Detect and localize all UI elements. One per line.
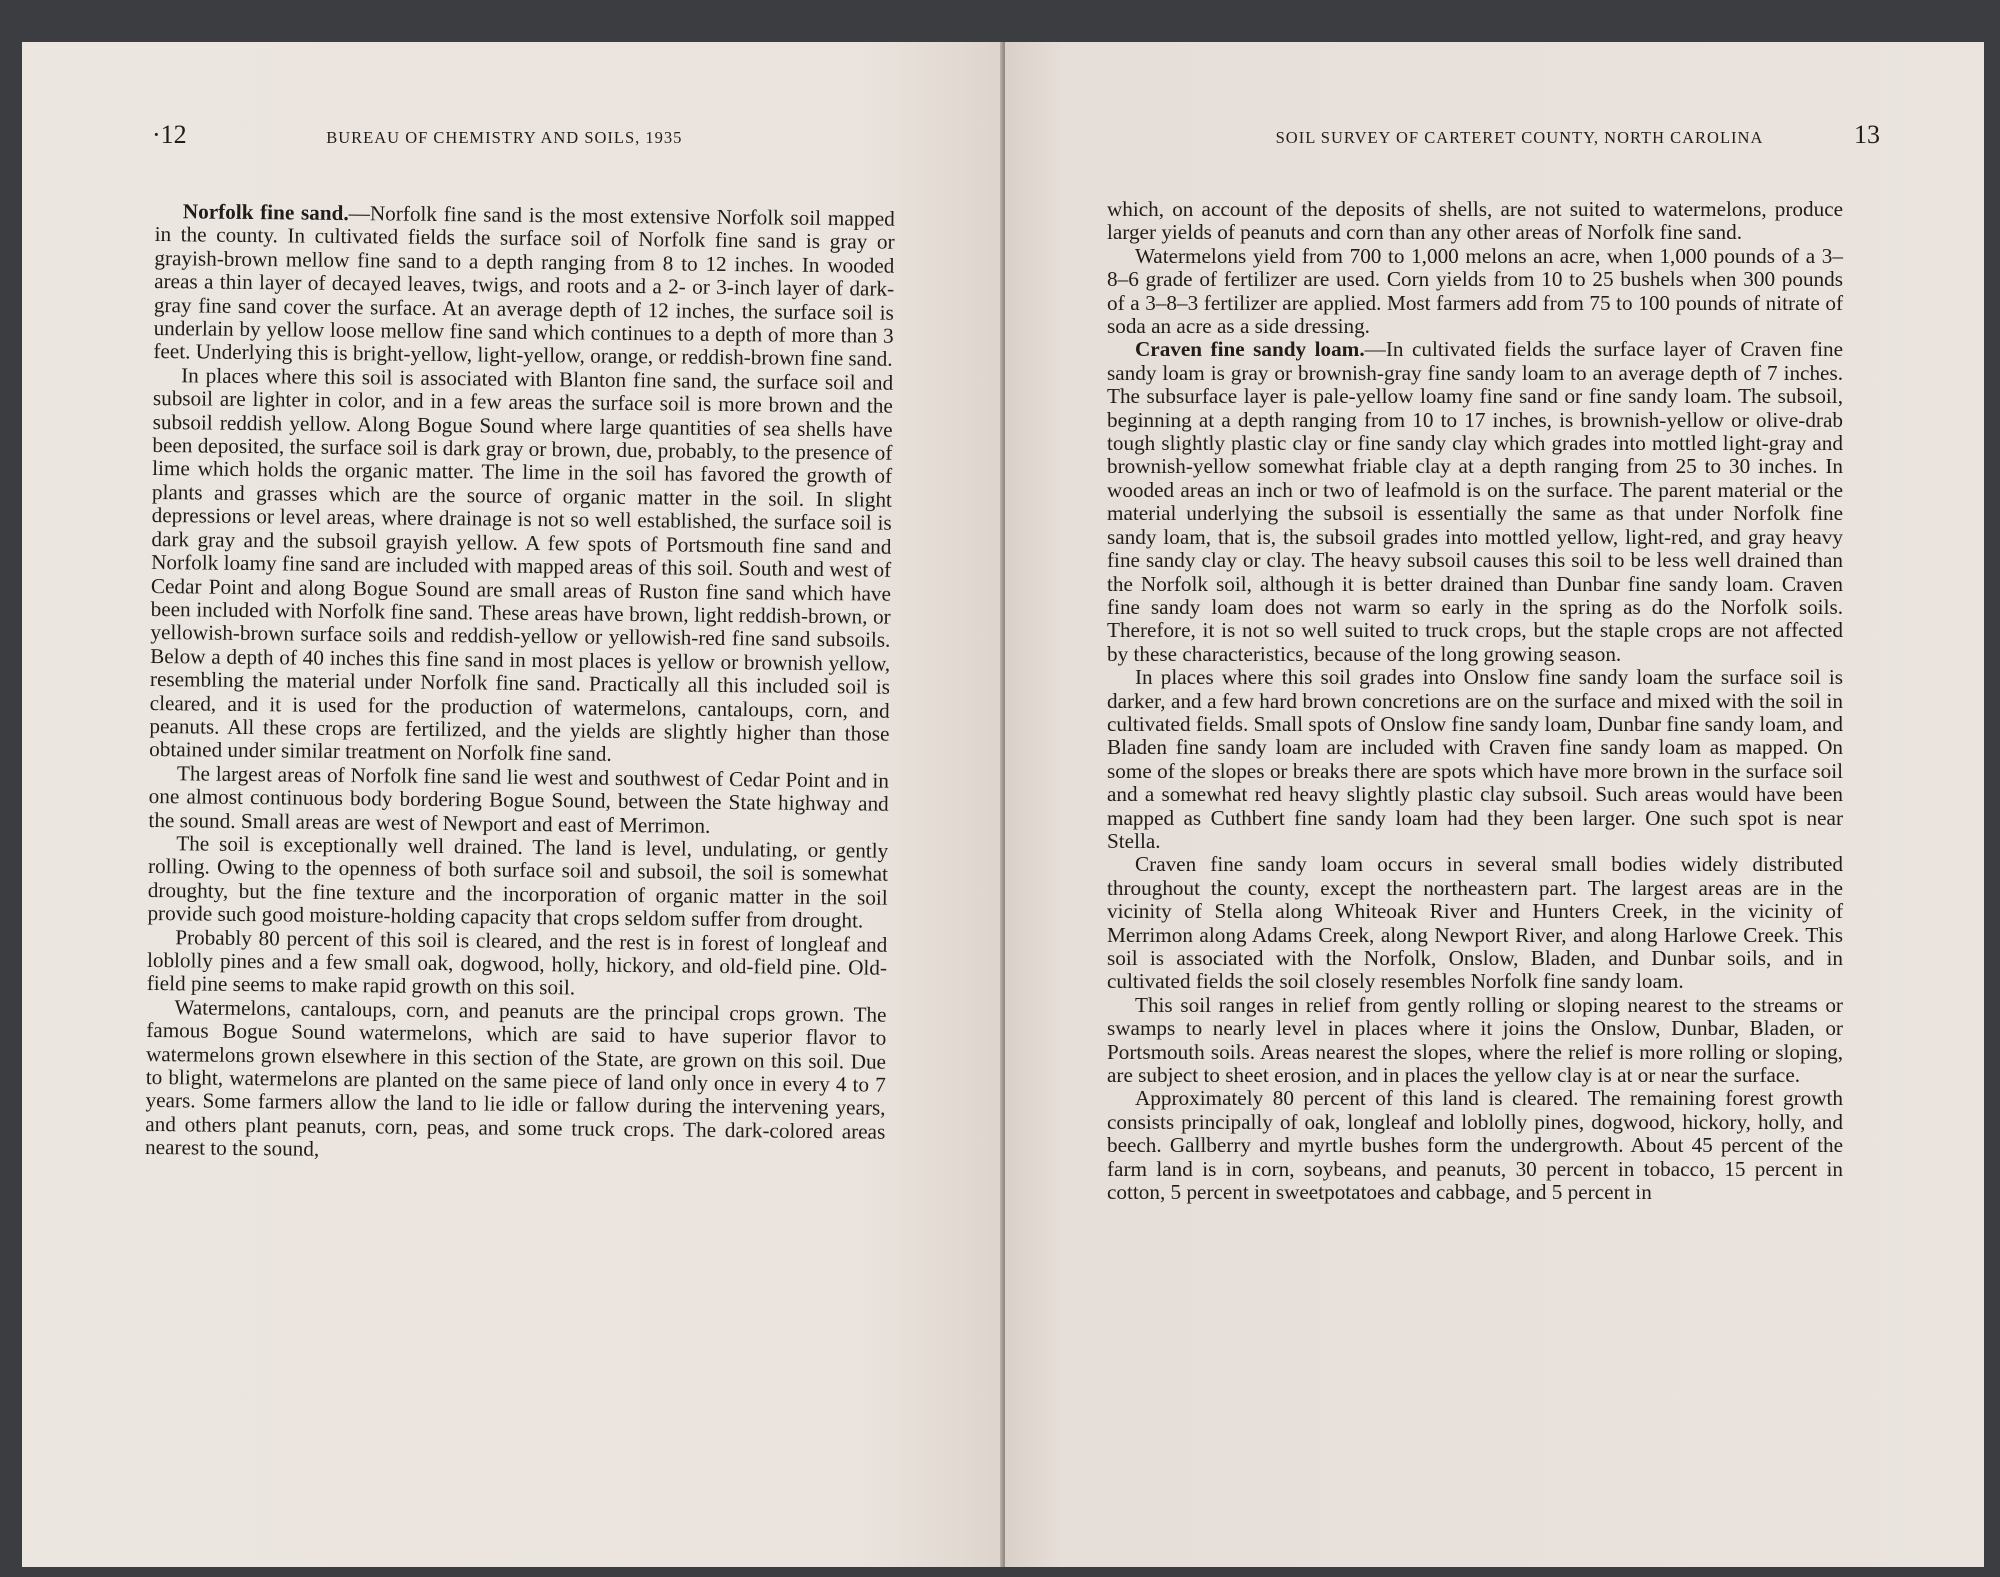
paragraph-text: which, on account of the deposits of shells, are not suited to watermelons, produce larger yields of peanuts and corn than any other areas of Norfolk fine sand. — [1107, 197, 1843, 245]
left-running-title: BUREAU OF CHEMISTRY AND SOILS, 1935 — [326, 128, 683, 147]
paragraph-heading: Norfolk fine sand. — [182, 199, 349, 226]
paragraph-text: Watermelons, cantaloups, corn, and peanuts are the principal crops grown. The famous Bogue Sound watermelons, which are said to have superior flavor to watermelons grown elsewhere in this section of the State, are grown on this soil. Due to blight, watermelons are planted on the same piece of land only once in every 4 to 7 years. Some farmers allow the land to lie idle or fallow during the intervening years, and others plant peanuts, corn, peas, and some truck crops. The dark-colored areas nearest to the sound, — [144, 995, 887, 1162]
paragraph-text: —In cultivated fields the surface layer of Craven fine sandy loam is gray or brownish-gray fine sandy loam to an average depth of 7 inches. The subsurface layer is pale-yellow loamy fine sand or fine sandy loam. The subsoil, beginning at a depth ranging from 10 to 17 inches, is brownish-yellow or olive-drab tough slightly plastic clay or fine sandy clay which grades into mottled light-gray and brownish-yellow somewhat friable clay at a depth ranging from 25 to 30 inches. In wooded areas an inch or two of leafmold is on the surface. The parent material or the material underlying the subsoil is essentially the same as that under Norfolk fine sandy loam, that is, the subsoil grades into mottled yellow, light-red, and gray heavy fine sandy clay or clay. The heavy subsoil causes this soil to be less well drained than the Norfolk soil, although it is better drained than Dunbar fine sandy loam. Craven fine sandy loam does not warm so early in the spring as do the Norfolk soils. Therefore, it is not so well suited to truck crops, but the staple crops are not affected by these characteristics, because of the long growing season. — [1107, 337, 1843, 666]
paragraph — [1107, 994, 1843, 1088]
right-page — [1005, 42, 1984, 1567]
paragraph-text: Craven fine sandy loam occurs in several small bodies widely distributed throughout the county, except the northeastern part. The largest areas are in the vicinity of Stella along Whiteoak River and Hunters Creek, in the vicinity of Merrimon along Adams Creek, along Newport River, and along Harlowe Creek. This soil is associated with the Norfolk, Onslow, Bladen, and Dunbar soils, and in cultivated fields the soil closely resembles Norfolk fine sandy loam. — [1107, 852, 1843, 994]
left-running-head — [152, 120, 892, 150]
book-spread — [22, 42, 1984, 1567]
paragraph — [149, 364, 893, 770]
paragraph-text: Watermelons yield from 700 to 1,000 melons an acre, when 1,000 pounds of a 3–8–6 grade of fertilizer are used. Corn yields from 10 to 25 bushels when 300 pounds of a 3–8–3 fertilizer are applied. Most farmers add from 75 to 100 pounds of nitrate of soda an acre as a side dressing. — [1107, 243, 1843, 339]
paragraph-text: The soil is exceptionally well drained. The land is level, undulating, or gently rolling. Owing to the openness of both surface soil and subsoil, the soil is somewhat droughty, but the fine texture and the incorporation of organic matter in the soil provide such good moisture-holding capacity that crops seldom suffer from drought. — [147, 831, 889, 933]
paragraph-text: The largest areas of Norfolk fine sand lie west and southwest of Cedar Point and in one almost continuous body bordering Bogue Sound, between the State highway and the sound. Small areas are west of Newport and east of Merrimon. — [148, 761, 890, 838]
paragraph — [148, 762, 889, 840]
paragraph — [1107, 1087, 1843, 1204]
left-page — [22, 42, 1003, 1567]
paragraph-text: In places where this soil is associated with Blanton fine sand, the surface soil and subsoil are lighter in color, and in a few areas the surface soil is more brown and the subsoil reddish yellow. Along Bogue Sound where large quantities of sea shells have been deposited, the surface soil is dark gray or brown, due, probably, to the presence of lime which holds the organic matter. The lime in the soil has favored the growth of plants and grasses which are the source of organic matter in the soil. In slight depressions or level areas, where drainage is not so well established, the surface soil is dark gray and the subsoil grayish yellow. A few spots of Portsmouth fine sand and Norfolk loamy fine sand are included with mapped areas of this soil. South and west of Cedar Point and along Bogue Sound are small areas of Ruston fine sand which have been included with Norfolk fine sand. These areas have brown, light reddish-brown, or yellowish-brown surface soils and reddish-yellow or yellowish-red fine sand subsoils. Below a depth of 40 inches this fine sand in most places is yellow or brownish yellow, resembling the material under Norfolk fine sand. Practically all this included soil is cleared, and it is used for the production of watermelons, cantaloups, corn, and peanuts. All these crops are fertilized, and the yields are slightly higher than those obtained under similar treatment on Norfolk fine sand. — [149, 363, 894, 767]
paragraph — [1107, 853, 1843, 993]
paragraph-text: This soil ranges in relief from gently rolling or sloping nearest to the streams or swamps to nearly level in places where it joins the Onslow, Dunbar, Bladen, or Portsmouth soils. Areas nearest the slopes, where the relief is more rolling or sloping, are subject to sheet erosion, and in places the yellow clay is at or near the surface. — [1107, 992, 1843, 1088]
paragraph-text: Approximately 80 percent of this land is cleared. The remaining forest growth consists principally of oak, longleaf and loblolly pines, dogwood, hickory, holly, and beech. Gallberry and myrtle bushes form the undergrowth. About 45 percent of the farm land is in corn, soybeans, and peanuts, 30 percent in tobacco, 15 percent in cotton, 5 percent in sweetpotatoes and cabbage, and 5 percent in — [1107, 1086, 1843, 1205]
paragraph — [147, 926, 888, 1004]
right-running-title: SOIL SURVEY OF CARTERET COUNTY, NORTH CAROLINA — [1275, 128, 1764, 147]
paragraph-text: —Norfolk fine sand is the most extensive Norfolk soil mapped in the county. In cultivated fields the surface soil of Norfolk fine sand is gray or grayish-brown mellow fine sand to a depth ranging from 8 to 12 inches. In wooded areas a thin layer of decayed leaves, twigs, and roots and a 2- or 3-inch layer of dark-gray fine sand cover the surface. At an average depth of 12 inches, the surface soil is underlain by yellow loose mellow fine sand which continues to a depth of more than 3 feet. Underlying this is bright-yellow, light-yellow, orange, or reddish-brown fine sand. — [153, 201, 895, 372]
paragraph-text: In places where this soil grades into Onslow fine sandy loam the surface soil is darker, and a few hard brown concretions are on the surface and mixed with the soil in cultivated fields. Small spots of Onslow fine sandy loam, Dunbar fine sandy loam, and Bladen fine sandy loam are included with Craven fine sandy loam as mapped. On some of the slopes or breaks there are spots which have more brown in the surface soil and a somewhat red heavy slightly plastic clay subsoil. Such areas would have been mapped as Cuthbert fine sandy loam had they been larger. One such spot is near Stella. — [1107, 665, 1843, 853]
right-running-head — [1145, 120, 1880, 150]
paragraph — [1107, 198, 1843, 245]
paragraph — [1107, 666, 1843, 853]
paragraph — [1107, 245, 1843, 339]
right-page-number: 13 — [1854, 120, 1880, 149]
paragraph — [1107, 338, 1843, 666]
left-text-column — [145, 200, 895, 1167]
paragraph — [145, 996, 887, 1168]
right-text-column — [1107, 198, 1843, 1204]
paragraph-heading: Craven fine sandy loam. — [1135, 337, 1365, 362]
paragraph-text: Probably 80 percent of this soil is cleared, and the rest is in forest of longleaf and loblolly pines and a few small oak, dogwood, holly, hickory, and old-field pine. Old-field pine seems to make rapid growth on this soil. — [146, 924, 888, 1000]
paragraph — [147, 832, 888, 933]
left-page-number: ·12 — [152, 120, 187, 149]
paragraph — [153, 200, 895, 372]
